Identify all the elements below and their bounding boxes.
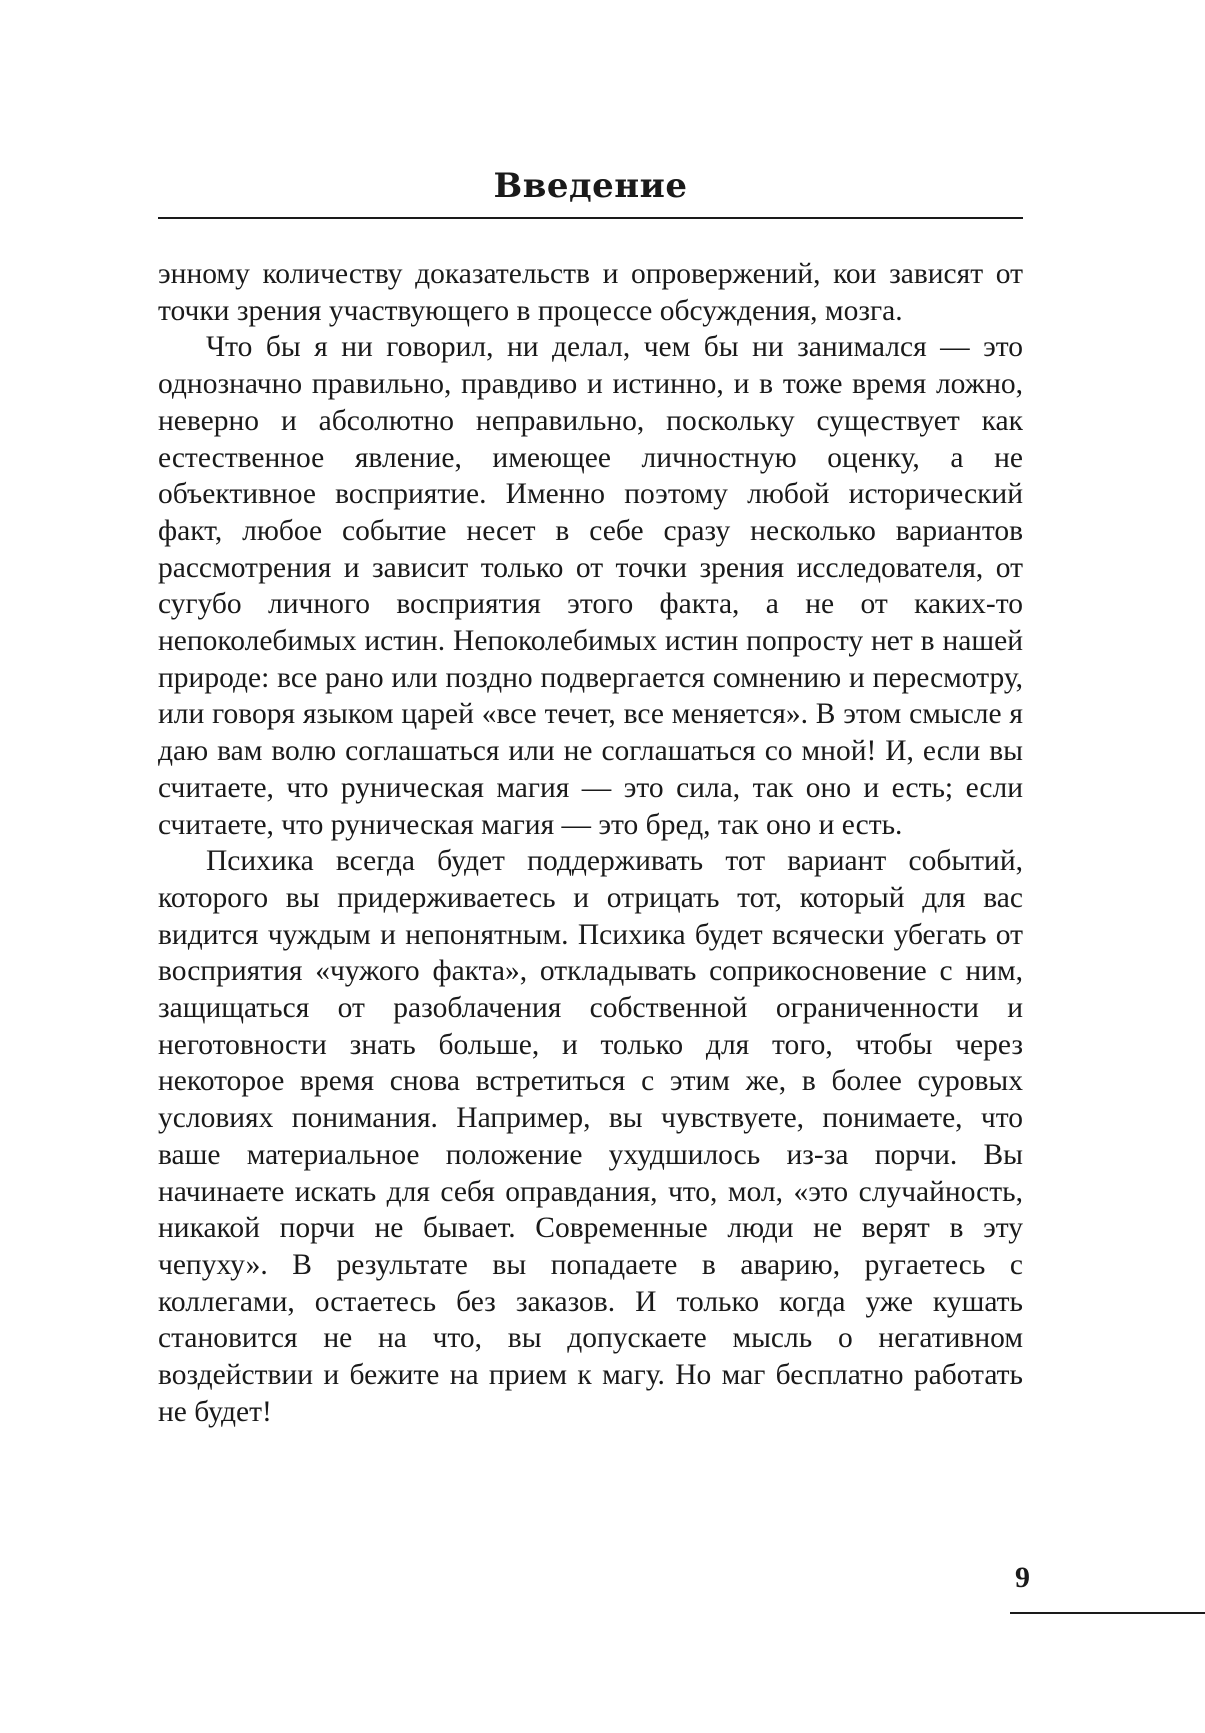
footer-rule — [1010, 1612, 1205, 1614]
paragraph: Что бы я ни говорил, ни делал, чем бы ни занимался — это однозначно правильно, правдиво и истинно, и в тоже время ложно, неверно и абсолютно неправильно, поскольку существует как естественное явление, имеющее личностную оценку, а не объективное восприятие. Именно поэтому любой исторический факт, любое событие несет в себе сразу несколько вариантов рассмотрения и зависит только от точки зрения исследователя, от сугубо личного восприятия этого факта, а не от каких-то непоколебимых истин. Непоколебимых истин попросту нет в нашей природе: все рано или поздно подвергается сомнению и пересмотру, или говоря языком царей «все течет, все меняется». В этом смысле я даю вам волю соглашаться или не соглашаться со мной! И, если вы считаете, что руническая магия — это сила, так оно и есть; если считаете, что руническая магия — это бред, так оно и есть. — [158, 331, 1023, 841]
paragraph-continuation: энному количеству доказательств и опровержений, кои зависят от точки зрения участвующего в процессе обсуждения, мозга. — [158, 258, 1023, 327]
page-number: 9 — [1015, 1561, 1030, 1594]
header-rule — [158, 217, 1023, 219]
paragraph: Психика всегда будет поддерживать тот вариант событий, которого вы придерживаетесь и отрицать тот, который для вас видится чуждым и непонятным. Психика будет всячески убегать от восприятия «чужого факта», откладывать соприкосновение с ним, защищаться от разоблачения собственной ограниченности и неготовности знать больше, и только для того, чтобы через некоторое время снова встретиться с этим же, в более суровых условиях понимания. Например, вы чувствуете, понимаете, что ваше материальное положение ухудшилось из-за порчи. Вы начинаете искать для себя оправдания, что, мол, «это случайность, никакой порчи не бывает. Современные люди не верят в эту чепуху». В результате вы попадаете в аварию, ругаетесь с коллегами, остаетесь без заказов. И только когда уже кушать становится не на что, вы допускаете мысль о негативном воздействии и бежите на прием к магу. Но маг бесплатно работать не будет! — [158, 845, 1023, 1428]
body-text — [158, 256, 1023, 1431]
running-head-title: Введение — [493, 166, 688, 206]
